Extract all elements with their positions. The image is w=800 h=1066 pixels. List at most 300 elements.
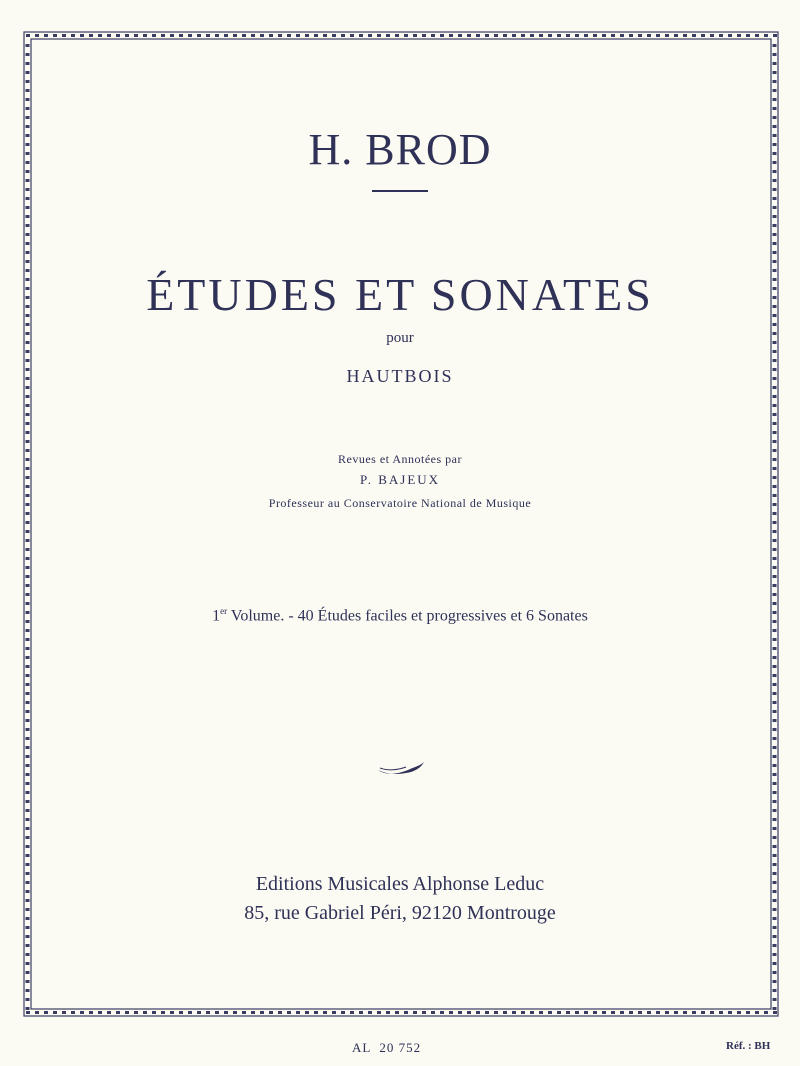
border-dot bbox=[584, 1011, 588, 1014]
border-dot bbox=[593, 34, 597, 37]
border-dot bbox=[773, 593, 777, 596]
border-dot bbox=[251, 34, 255, 37]
border-dot bbox=[26, 530, 30, 533]
border-dot bbox=[710, 34, 714, 37]
border-dot bbox=[26, 89, 30, 92]
border-dot bbox=[773, 467, 777, 470]
border-dot bbox=[26, 962, 30, 965]
border-dot bbox=[26, 116, 30, 119]
border-dot bbox=[197, 34, 201, 37]
border-dot bbox=[26, 359, 30, 362]
border-dot bbox=[773, 350, 777, 353]
border-dot bbox=[638, 1011, 642, 1014]
border-dot bbox=[26, 44, 30, 47]
border-dot bbox=[26, 701, 30, 704]
border-dot bbox=[125, 1011, 129, 1014]
border-dot bbox=[260, 34, 264, 37]
border-dot bbox=[26, 863, 30, 866]
border-dot bbox=[26, 80, 30, 83]
border-dot bbox=[764, 1011, 768, 1014]
border-dot bbox=[692, 1011, 696, 1014]
border-dot bbox=[287, 34, 291, 37]
border-dot bbox=[773, 251, 777, 254]
border-dot bbox=[773, 674, 777, 677]
border-dot bbox=[152, 1011, 156, 1014]
border-dot bbox=[773, 980, 777, 983]
border-dot bbox=[269, 34, 273, 37]
border-dot bbox=[71, 1011, 75, 1014]
border-dot bbox=[629, 34, 633, 37]
border-dot bbox=[80, 34, 84, 37]
border-dot bbox=[773, 323, 777, 326]
border-dot bbox=[152, 34, 156, 37]
border-dot bbox=[773, 260, 777, 263]
border-dot bbox=[773, 431, 777, 434]
border-dot bbox=[557, 34, 561, 37]
border-dot bbox=[773, 80, 777, 83]
border-dot bbox=[26, 215, 30, 218]
border-dot bbox=[773, 962, 777, 965]
border-dot bbox=[26, 980, 30, 983]
border-dot bbox=[170, 34, 174, 37]
composer-name: H. BROD bbox=[308, 125, 492, 174]
border-dot bbox=[26, 926, 30, 929]
border-dot bbox=[773, 764, 777, 767]
border-dot bbox=[44, 1011, 48, 1014]
border-dot bbox=[134, 1011, 138, 1014]
border-dot bbox=[71, 34, 75, 37]
border-dot bbox=[773, 179, 777, 182]
border-dot bbox=[602, 34, 606, 37]
border-dot bbox=[773, 710, 777, 713]
border-dot bbox=[143, 34, 147, 37]
border-dot bbox=[773, 683, 777, 686]
border-dot bbox=[26, 746, 30, 749]
border-dot bbox=[773, 395, 777, 398]
border-dot bbox=[773, 359, 777, 362]
border-dot bbox=[773, 845, 777, 848]
border-dot bbox=[773, 737, 777, 740]
border-dot bbox=[26, 440, 30, 443]
border-dot bbox=[305, 34, 309, 37]
border-dot bbox=[377, 34, 381, 37]
border-dot bbox=[773, 863, 777, 866]
border-dot bbox=[602, 1011, 606, 1014]
border-dot bbox=[161, 1011, 165, 1014]
border-dot bbox=[647, 34, 651, 37]
editor-position: Professeur au Conservatoire National de Musique bbox=[268, 496, 532, 510]
border-dot bbox=[764, 34, 768, 37]
border-dot bbox=[467, 34, 471, 37]
border-dot bbox=[656, 34, 660, 37]
border-dot bbox=[773, 719, 777, 722]
border-dot bbox=[179, 1011, 183, 1014]
border-dot bbox=[26, 656, 30, 659]
border-dot bbox=[26, 665, 30, 668]
border-dot bbox=[314, 1011, 318, 1014]
border-dot bbox=[701, 34, 705, 37]
border-dot bbox=[26, 53, 30, 56]
border-dot bbox=[188, 34, 192, 37]
border-dot bbox=[494, 1011, 498, 1014]
publisher-name: Editions Musicales Alphonse Leduc bbox=[255, 873, 545, 895]
border-dot bbox=[773, 1011, 777, 1014]
border-dot bbox=[26, 557, 30, 560]
border-dot bbox=[476, 1011, 480, 1014]
border-dot bbox=[26, 764, 30, 767]
border-dot bbox=[773, 647, 777, 650]
border-dot bbox=[557, 1011, 561, 1014]
border-dot bbox=[503, 34, 507, 37]
border-dot bbox=[26, 539, 30, 542]
border-dot bbox=[26, 62, 30, 65]
border-dot bbox=[755, 34, 759, 37]
border-dot bbox=[395, 1011, 399, 1014]
swash-ornament-icon bbox=[374, 758, 428, 778]
border-dot bbox=[26, 323, 30, 326]
border-dot bbox=[512, 1011, 516, 1014]
border-dot bbox=[35, 34, 39, 37]
border-dot bbox=[548, 1011, 552, 1014]
border-dot bbox=[530, 1011, 534, 1014]
border-dot bbox=[62, 1011, 66, 1014]
border-dot bbox=[206, 1011, 210, 1014]
border-dot bbox=[440, 34, 444, 37]
work-title: ÉTUDES ET SONATES bbox=[146, 269, 654, 320]
border-dot bbox=[629, 1011, 633, 1014]
border-dot bbox=[773, 566, 777, 569]
border-dot bbox=[773, 584, 777, 587]
border-dot bbox=[773, 926, 777, 929]
border-dot bbox=[26, 521, 30, 524]
border-dot bbox=[296, 34, 300, 37]
border-dot bbox=[26, 728, 30, 731]
border-dot bbox=[773, 656, 777, 659]
border-dot bbox=[125, 34, 129, 37]
border-dot bbox=[413, 34, 417, 37]
border-dot bbox=[773, 1007, 777, 1010]
border-dot bbox=[305, 1011, 309, 1014]
border-dot bbox=[80, 1011, 84, 1014]
border-dot bbox=[773, 746, 777, 749]
border-dot bbox=[368, 34, 372, 37]
border-dot bbox=[26, 206, 30, 209]
border-dot bbox=[251, 1011, 255, 1014]
border-dot bbox=[116, 1011, 120, 1014]
border-dot bbox=[26, 593, 30, 596]
border-dot bbox=[26, 773, 30, 776]
border-dot bbox=[53, 1011, 57, 1014]
border-dot bbox=[773, 224, 777, 227]
border-dot bbox=[323, 1011, 327, 1014]
border-dot bbox=[26, 431, 30, 434]
border-dot bbox=[773, 692, 777, 695]
border-dot bbox=[539, 1011, 543, 1014]
border-dot bbox=[665, 1011, 669, 1014]
revised-by-label: Revues et Annotées par bbox=[338, 452, 462, 466]
border-dot bbox=[26, 242, 30, 245]
border-dot bbox=[107, 1011, 111, 1014]
border-dot bbox=[377, 1011, 381, 1014]
border-dot bbox=[26, 782, 30, 785]
border-dot bbox=[26, 404, 30, 407]
border-dot bbox=[458, 1011, 462, 1014]
border-dot bbox=[746, 34, 750, 37]
border-dot bbox=[737, 1011, 741, 1014]
border-dot bbox=[773, 827, 777, 830]
border-dot bbox=[773, 728, 777, 731]
catalog-number: AL 20 752 bbox=[352, 1040, 422, 1055]
border-dot bbox=[368, 1011, 372, 1014]
border-dot bbox=[773, 809, 777, 812]
border-dot bbox=[26, 548, 30, 551]
border-dot bbox=[350, 1011, 354, 1014]
border-dot bbox=[134, 34, 138, 37]
border-dot bbox=[26, 197, 30, 200]
border-dot bbox=[773, 791, 777, 794]
border-dot bbox=[224, 1011, 228, 1014]
border-dot bbox=[593, 1011, 597, 1014]
publisher-address: 85, rue Gabriel Péri, 92120 Montrouge bbox=[244, 902, 556, 924]
border-dot bbox=[494, 34, 498, 37]
border-dot bbox=[395, 34, 399, 37]
border-dot bbox=[521, 34, 525, 37]
border-dot bbox=[773, 71, 777, 74]
border-dot bbox=[35, 1011, 39, 1014]
border-dot bbox=[233, 1011, 237, 1014]
border-dot bbox=[26, 944, 30, 947]
border-dot bbox=[26, 998, 30, 1001]
border-dot bbox=[215, 1011, 219, 1014]
volume-number: 1 bbox=[212, 607, 221, 625]
border-dot bbox=[773, 206, 777, 209]
border-dot bbox=[26, 1011, 30, 1014]
border-dot bbox=[422, 34, 426, 37]
border-dot bbox=[260, 1011, 264, 1014]
border-dot bbox=[773, 539, 777, 542]
border-dot bbox=[719, 1011, 723, 1014]
border-dot bbox=[26, 836, 30, 839]
border-dot bbox=[26, 575, 30, 578]
border-dot bbox=[197, 1011, 201, 1014]
border-dot bbox=[674, 1011, 678, 1014]
border-dot bbox=[539, 34, 543, 37]
border-dot bbox=[773, 998, 777, 1001]
border-dot bbox=[746, 1011, 750, 1014]
border-dot bbox=[737, 34, 741, 37]
border-dot bbox=[584, 34, 588, 37]
border-dot bbox=[26, 413, 30, 416]
border-dot bbox=[728, 1011, 732, 1014]
border-dot bbox=[215, 34, 219, 37]
border-dot bbox=[323, 34, 327, 37]
border-dot bbox=[773, 782, 777, 785]
border-dot bbox=[26, 179, 30, 182]
border-dot bbox=[53, 34, 57, 37]
title-divider bbox=[372, 190, 428, 192]
border-dot bbox=[485, 34, 489, 37]
border-dot bbox=[98, 34, 102, 37]
border-dot bbox=[89, 1011, 93, 1014]
border-dot bbox=[26, 791, 30, 794]
border-dot bbox=[647, 1011, 651, 1014]
border-dot bbox=[26, 224, 30, 227]
border-dot bbox=[512, 34, 516, 37]
border-dot bbox=[26, 260, 30, 263]
border-dot bbox=[26, 827, 30, 830]
border-dot bbox=[773, 557, 777, 560]
border-dot bbox=[773, 521, 777, 524]
border-dot bbox=[26, 674, 30, 677]
border-dot bbox=[665, 34, 669, 37]
border-dot bbox=[233, 34, 237, 37]
border-dot bbox=[26, 512, 30, 515]
border-dot bbox=[26, 755, 30, 758]
border-dot bbox=[26, 647, 30, 650]
border-dot bbox=[773, 854, 777, 857]
border-dot bbox=[116, 34, 120, 37]
border-dot bbox=[26, 683, 30, 686]
border-dot bbox=[773, 62, 777, 65]
border-dot bbox=[143, 1011, 147, 1014]
border-dot bbox=[26, 584, 30, 587]
border-dot bbox=[728, 34, 732, 37]
border-dot bbox=[242, 1011, 246, 1014]
border-dot bbox=[773, 665, 777, 668]
border-dot bbox=[26, 935, 30, 938]
border-dot bbox=[773, 422, 777, 425]
border-dot bbox=[773, 701, 777, 704]
border-dot bbox=[170, 1011, 174, 1014]
border-dot bbox=[773, 530, 777, 533]
border-dot bbox=[431, 34, 435, 37]
border-dot bbox=[773, 53, 777, 56]
border-dot bbox=[26, 719, 30, 722]
border-dot bbox=[26, 350, 30, 353]
border-dot bbox=[386, 1011, 390, 1014]
border-dot bbox=[773, 755, 777, 758]
border-dot bbox=[26, 692, 30, 695]
border-dot bbox=[44, 34, 48, 37]
border-dot bbox=[26, 98, 30, 101]
border-dot bbox=[440, 1011, 444, 1014]
border-dot bbox=[467, 1011, 471, 1014]
border-dot bbox=[773, 34, 777, 37]
border-dot bbox=[62, 34, 66, 37]
border-dot bbox=[224, 34, 228, 37]
border-dot bbox=[773, 44, 777, 47]
border-dot bbox=[26, 34, 30, 37]
border-dot bbox=[26, 845, 30, 848]
border-dot bbox=[26, 422, 30, 425]
border-dot bbox=[773, 638, 777, 641]
border-dot bbox=[386, 34, 390, 37]
border-dot bbox=[683, 1011, 687, 1014]
border-dot bbox=[26, 971, 30, 974]
border-dot bbox=[773, 107, 777, 110]
border-dot bbox=[188, 1011, 192, 1014]
border-dot bbox=[683, 34, 687, 37]
border-dot bbox=[26, 854, 30, 857]
border-dot bbox=[620, 34, 624, 37]
border-dot bbox=[314, 34, 318, 37]
border-dot bbox=[710, 1011, 714, 1014]
border-dot bbox=[638, 34, 642, 37]
border-dot bbox=[773, 944, 777, 947]
border-dot bbox=[449, 1011, 453, 1014]
border-dot bbox=[773, 413, 777, 416]
border-dot bbox=[773, 953, 777, 956]
border-dot bbox=[26, 395, 30, 398]
pour-label: pour bbox=[386, 330, 414, 346]
border-dot bbox=[26, 566, 30, 569]
border-dot bbox=[773, 575, 777, 578]
border-dot bbox=[773, 800, 777, 803]
border-dot bbox=[341, 34, 345, 37]
border-dot bbox=[449, 34, 453, 37]
border-dot bbox=[773, 215, 777, 218]
border-dot bbox=[773, 818, 777, 821]
border-dot bbox=[332, 34, 336, 37]
border-dot bbox=[26, 602, 30, 605]
reference-code: Réf. : BH bbox=[726, 1040, 771, 1052]
instrument-name: HAUTBOIS bbox=[346, 366, 454, 386]
border-dot bbox=[719, 34, 723, 37]
border-dot bbox=[242, 34, 246, 37]
border-dot bbox=[26, 809, 30, 812]
border-dot bbox=[773, 197, 777, 200]
border-dot bbox=[350, 34, 354, 37]
border-dot bbox=[278, 1011, 282, 1014]
border-dot bbox=[431, 1011, 435, 1014]
border-dot bbox=[206, 34, 210, 37]
border-dot bbox=[278, 34, 282, 37]
border-dot bbox=[26, 800, 30, 803]
border-dot bbox=[656, 1011, 660, 1014]
border-dot bbox=[701, 1011, 705, 1014]
border-dot bbox=[26, 737, 30, 740]
border-dot bbox=[773, 989, 777, 992]
border-dot bbox=[26, 989, 30, 992]
border-dot bbox=[773, 188, 777, 191]
border-dot bbox=[107, 34, 111, 37]
border-dot bbox=[26, 251, 30, 254]
border-dot bbox=[674, 34, 678, 37]
border-dot bbox=[773, 773, 777, 776]
border-dot bbox=[332, 1011, 336, 1014]
border-dot bbox=[98, 1011, 102, 1014]
border-dot bbox=[611, 1011, 615, 1014]
border-dot bbox=[773, 512, 777, 515]
border-dot bbox=[269, 1011, 273, 1014]
border-pattern-icon bbox=[22, 30, 780, 1018]
border-dot bbox=[503, 1011, 507, 1014]
border-dot bbox=[548, 34, 552, 37]
border-dot bbox=[530, 34, 534, 37]
volume-text: Volume. - 40 Études faciles et progressives et 6 Sonates bbox=[227, 607, 588, 625]
editor-name: P. BAJEUX bbox=[359, 472, 441, 487]
border-dot bbox=[422, 1011, 426, 1014]
border-dot bbox=[26, 467, 30, 470]
border-dot bbox=[485, 1011, 489, 1014]
border-dot bbox=[26, 71, 30, 74]
border-dot bbox=[773, 98, 777, 101]
border-dot bbox=[26, 638, 30, 641]
border-dot bbox=[773, 233, 777, 236]
border-dot bbox=[692, 34, 696, 37]
border-dot bbox=[773, 548, 777, 551]
border-dot bbox=[341, 1011, 345, 1014]
